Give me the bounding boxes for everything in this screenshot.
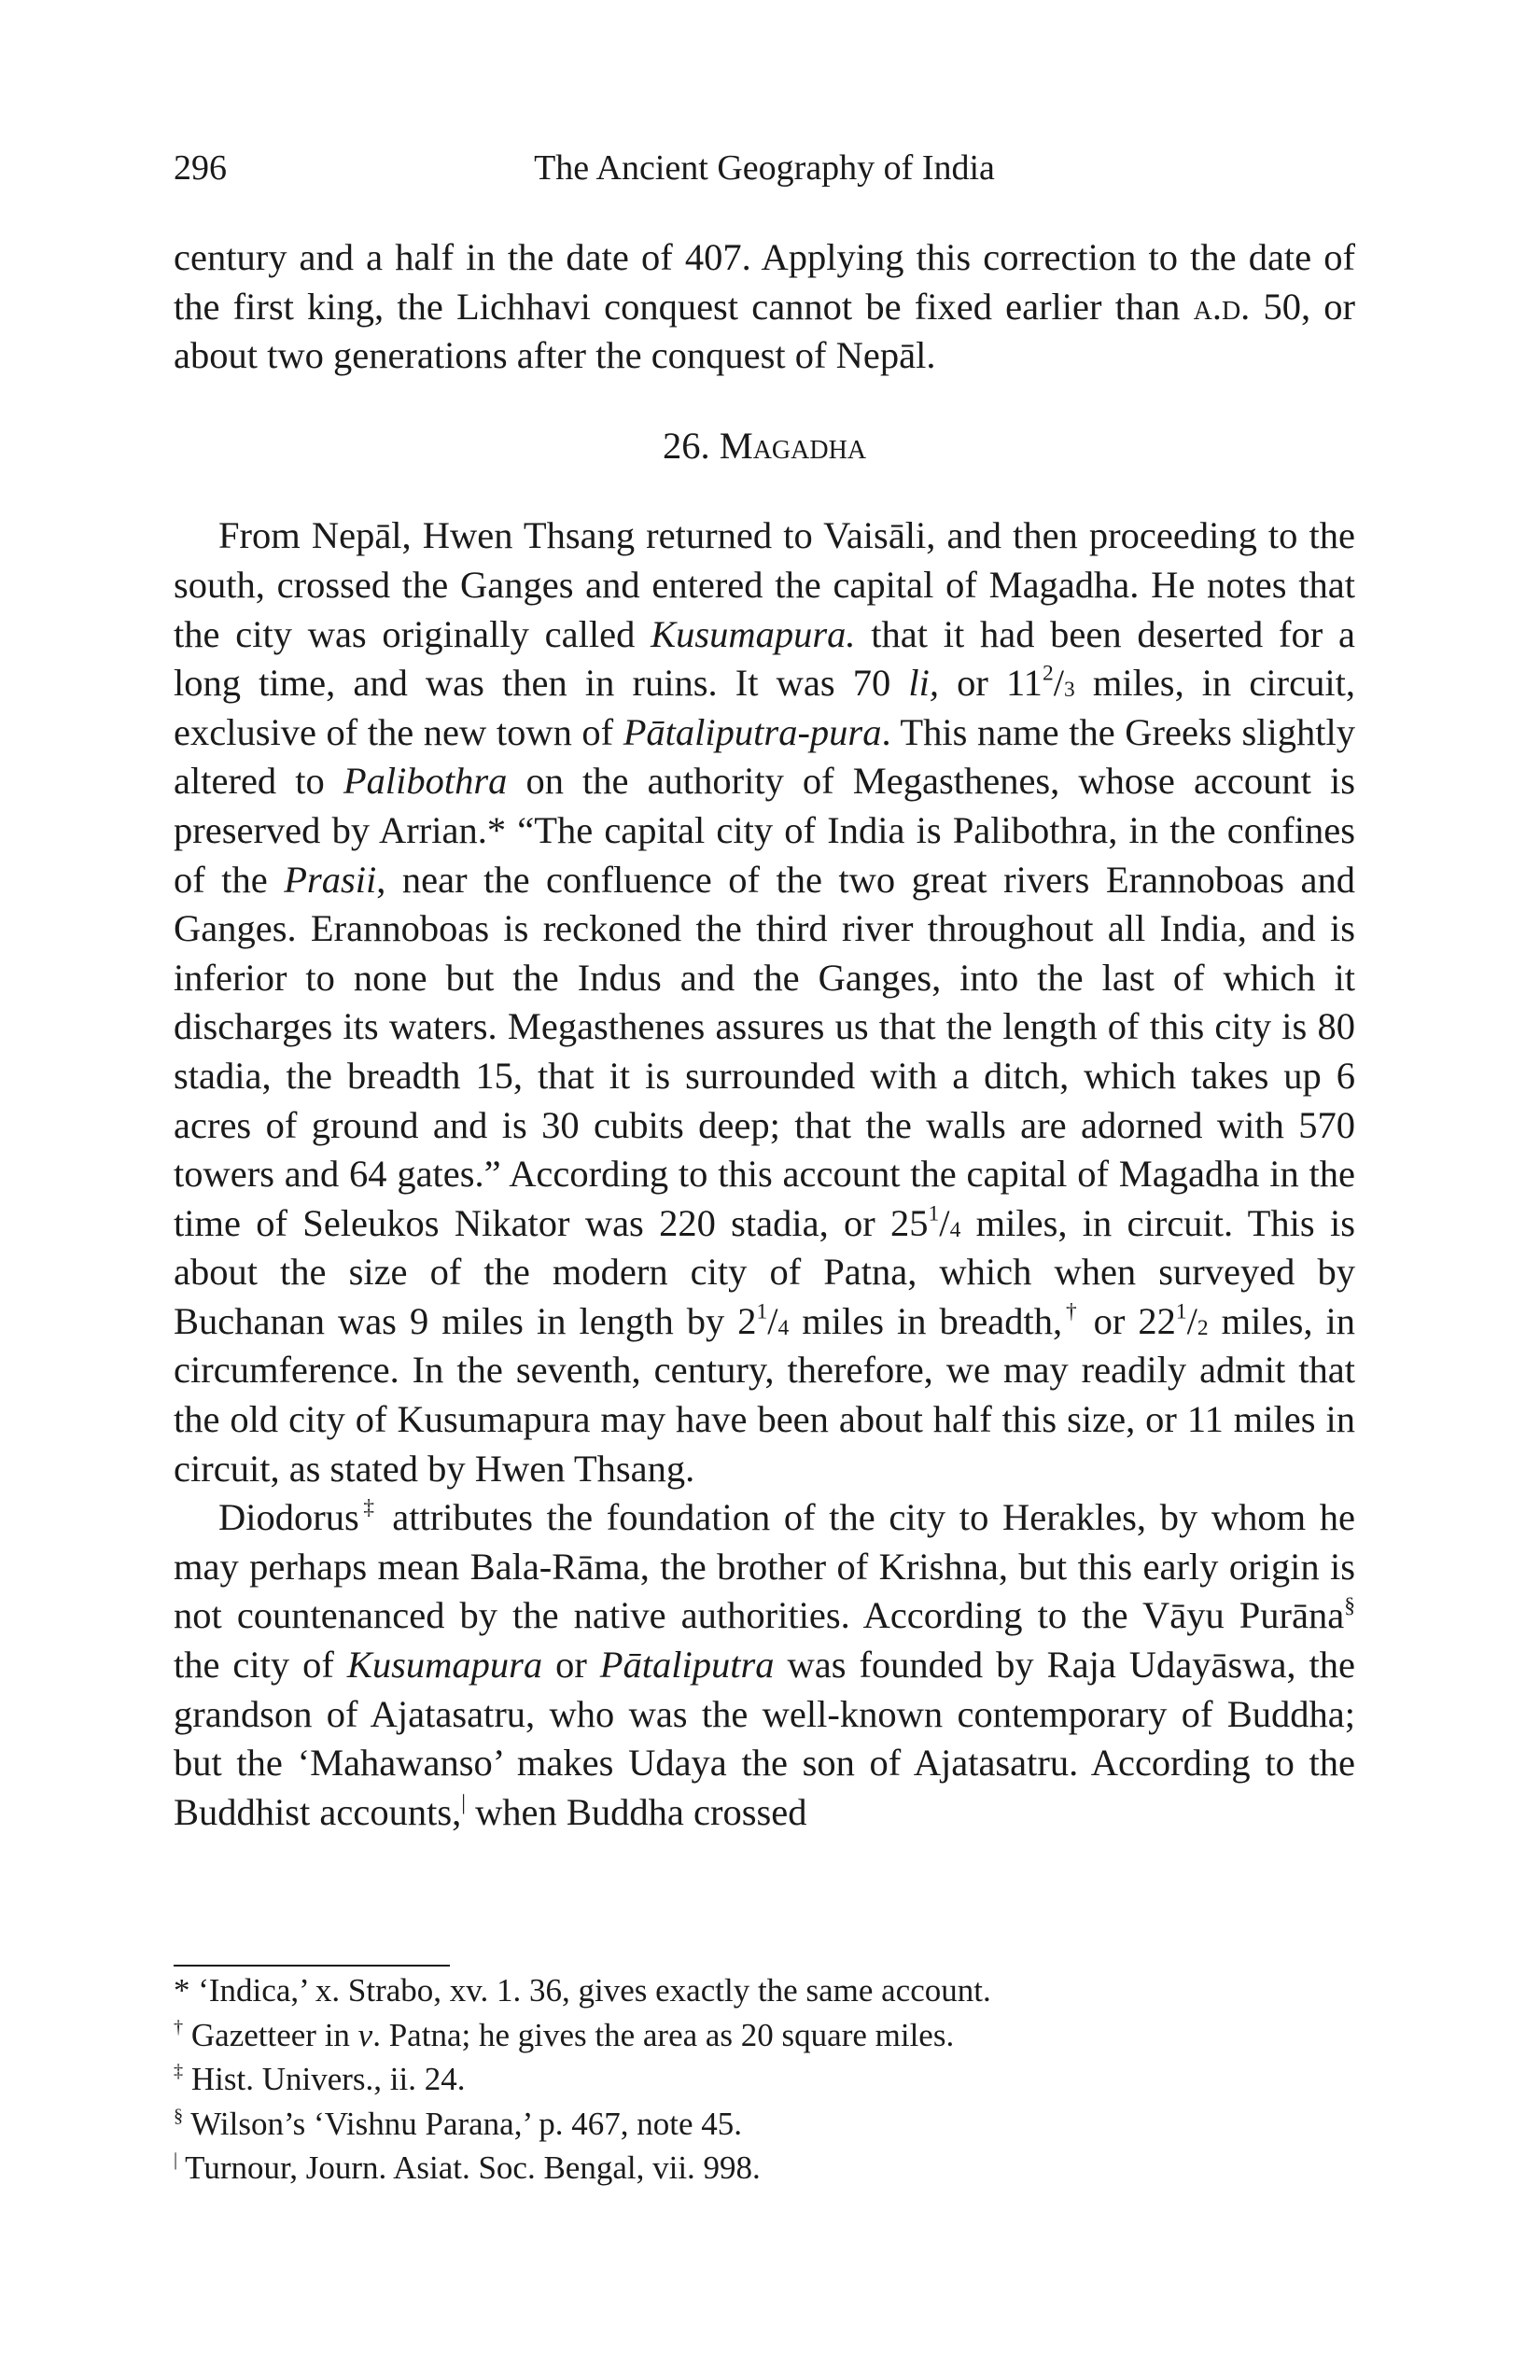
paragraph-text: 50, or about two generations after the conquest of Nepāl. [174, 285, 1355, 377]
footnote-mark: * [174, 1972, 190, 2009]
footnote [174, 2102, 1355, 2147]
text-run: From Nepāl, Hwen Thsang returned to Vaisāli, and then proceeding to the south, crossed the Ganges and entered the capital of Magadha. He notes that the city was originally called [174, 514, 1355, 655]
italic-term: li, [908, 662, 939, 705]
italic-term: Palibothra [343, 760, 508, 803]
fraction-denominator: 3 [1063, 678, 1075, 703]
running-title: The Ancient Geography of India [534, 148, 995, 188]
era-abbreviation: a.d. [1193, 285, 1251, 328]
paragraph-text: century and a half in the date of 407. Applying this correction to the date of the first king, the Lichhavi conquest cannot be fixed earlier than [174, 236, 1355, 328]
text-run: attributes the foundation of the city to Herakles, by whom he may perhaps mean Bala-Rāma, the brother of Krishna, but this early origin is not countenanced by the native authorities. According to the Vāyu Purāna [174, 1496, 1355, 1637]
text-run: “The capital city of India is Palibothra, in the confines of the [174, 808, 1355, 901]
fraction-denominator: 4 [777, 1316, 790, 1341]
footnote-marker: † [1062, 1299, 1081, 1324]
text-run: . This name the Greeks slightly altered to [174, 710, 1356, 803]
footnote-mark: ‡ [174, 2060, 184, 2081]
footnote-text: Hist. Univers., ii. 24. [183, 2061, 466, 2097]
footnote-text: Gazetteer in [183, 2016, 358, 2053]
section-number: 26. [662, 424, 710, 467]
footnote-mark: § [174, 2105, 184, 2126]
footnote-text: Wilson’s ‘Vishnu Parana,’ p. 467, note 45. [183, 2105, 743, 2142]
page-body [174, 233, 1355, 1837]
footnote-italic: v [357, 2016, 373, 2053]
italic-term: Kusumapura. [651, 612, 856, 655]
footnote-marker: ‡ [358, 1495, 379, 1520]
fraction-numerator: 2 [1042, 661, 1054, 686]
italic-term: Kusumapura [346, 1644, 543, 1687]
text-run: or 11 [938, 662, 1043, 705]
footnote-marker: § [1344, 1594, 1355, 1618]
fraction-denominator: 2 [1197, 1316, 1209, 1341]
text-run: on the authority of Megasthenes, whose account is preserved by Arrian. [174, 760, 1356, 851]
italic-term: Pātaliputra [599, 1644, 775, 1687]
text-run: that it had been deserted for a long time, and was then in ruins. It was 70 [174, 612, 1355, 705]
footnote-text: ‘Indica,’ x. Strabo, xv. 1. 36, gives exactly the same account. [189, 1972, 991, 2009]
text-run: the city of [174, 1644, 347, 1687]
book-page [174, 140, 1355, 2268]
paragraph-continued [174, 233, 1355, 381]
section-heading [174, 422, 1355, 471]
fraction-numerator: 1 [756, 1299, 768, 1324]
fraction-denominator: 4 [949, 1217, 961, 1242]
text-run: , near the confluence of the two great rivers Erannoboas and Ganges. Erannoboas is reckoned the third river throughout all India, and is inferior to none but the Indus and the Ganges, into the last of which it discharges its waters. Megasthenes assures us that the length of this city is 80 stadia, the breadth 15, that it is surrounded with a ditch, which takes up 6 acres of ground and is 30 cubits deep; that the walls are adorned with 570 towers and 64 gates.” According to this account the capital of Magadha in the time of Seleukos Nikator was 220 stadia, or 25 [174, 858, 1356, 1244]
footnote-marker: | [461, 1790, 466, 1815]
text-run: miles, in circuit, exclusive of the new town of [174, 662, 1355, 753]
italic-term: Prasii [284, 858, 377, 901]
footnote [174, 2146, 1355, 2191]
text-run: Diodorus [218, 1496, 359, 1539]
fraction-numerator: 1 [1175, 1299, 1187, 1324]
footnote-mark: | [174, 2149, 178, 2170]
text-run: miles, in circuit. This is about the size of the modern city of Patna, which when surveyed by Buchanan was 9 miles in length by 2 [174, 1201, 1355, 1342]
footnote [174, 1968, 1355, 2013]
text-run: miles, in circumference. In the seventh, century, therefore, we may readily admit that the old city of Kusumapura may have been about half this size, or 11 miles in circuit, as stated by Hwen Thsang. [174, 1299, 1356, 1490]
footnotes [174, 1965, 1355, 2191]
text-run: or 22 [1080, 1299, 1176, 1342]
paragraph: From Nepāl, Hwen Thsang returned to Vaisāli, and then proceeding to the south, crossed the Ganges and entered the capital of Magadha. He notes that the city was originally called Kusumapura. that it had been deserted for a long time, and was then in ruins. It was 70 li, or $11^2/_3$ miles, in circuit, exclusive of the new town of Pātaliputra-pura. This name the Greeks slightly altered to Palibothra on the authority of Megasthenes, whose account is preserved by Arrian.* “The capital city of India is Palibothra, in the confines of the Prasii, near the confluence of the two great rivers Erannoboas and Ganges. Erannoboas is reckoned the third river throughout all India, and is inferior to none but the Indus and the Ganges, into the last of which it discharges its waters. Megasthenes assures us that the length of this city is 80 stadia, the breadth 15, that it is surrounded with a ditch, which takes up 6 acres of ground and is 30 cubits deep; that the walls are adorned with 570 towers and 64 gates.” According to this account the capital of Magadha in the time of Seleukos Nikator was 220 stadia, or $25^1/_4$ miles, in circuit. This is about the size of the modern city of Patna, which when surveyed by Buchanan was 9 miles in length by $2^1/_4$ miles in breadth,† or $22^1/_2$ miles, in circumference. In the seventh, century, therefore, we may readily admit that the old city of Kusumapura may have been about half this size, or 11 miles in circuit, as stated by Hwen Thsang. [174, 514, 1356, 1490]
footnote-rule [174, 1965, 450, 1967]
text-run: or [542, 1644, 600, 1687]
footnote-text: . Patna; he gives the area as 20 square miles. [372, 2016, 955, 2053]
footnote [174, 2013, 1355, 2058]
footnote-marker: * [486, 808, 507, 851]
italic-term: Pātaliputra-pura [623, 710, 882, 753]
footnote-text: Turnour, Journ. Asiat. Soc. Bengal, vii. 998. [177, 2149, 761, 2186]
fraction-numerator: 1 [928, 1201, 940, 1226]
footnote-mark: † [174, 2016, 184, 2037]
footnote [174, 2057, 1355, 2102]
page-header [174, 140, 1355, 196]
page-number: 296 [174, 148, 227, 188]
text-run: miles in breadth, [789, 1299, 1063, 1342]
text-run: was founded by Raja Udayāswa, the grandson of Ajatasatru, who was the well-known contemporary of Buddha; but the ‘Mahawanso’ makes Udaya the son of Ajatasatru. According to the Buddhist accounts, [174, 1644, 1355, 1833]
text-run: when Buddha crossed [465, 1790, 807, 1833]
section-title: Magadha [719, 424, 867, 467]
paragraph [174, 1493, 1355, 1837]
